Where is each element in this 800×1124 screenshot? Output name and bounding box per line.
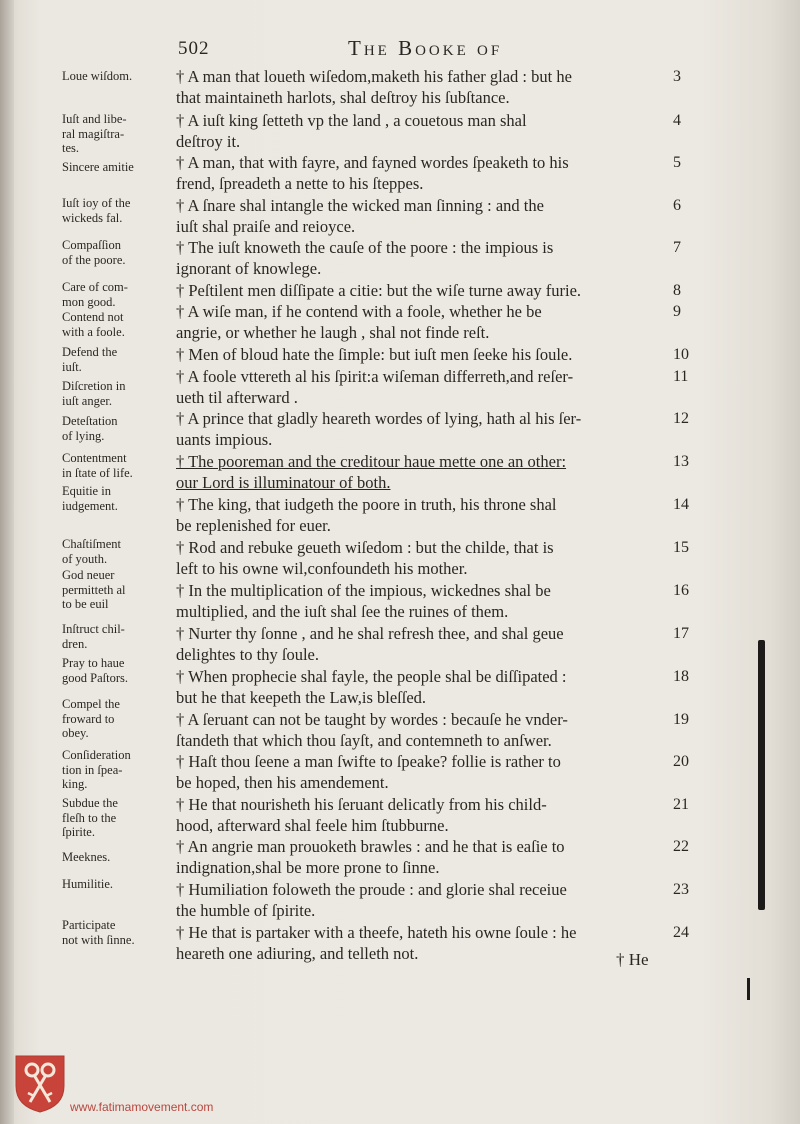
verse-line: † Peſtilent men diſſipate a citie: but the wiſe turne away furie. bbox=[176, 281, 582, 300]
gloss-line: in ſtate of life. bbox=[62, 465, 133, 480]
verse bbox=[176, 366, 696, 408]
gloss-line: Conſideration bbox=[62, 748, 131, 762]
verse-line: ignorant of knowlege. bbox=[176, 259, 322, 278]
verse-line: † He that nourisheth his ſeruant delicatly from his child- bbox=[176, 795, 547, 814]
gloss-line: Compel the bbox=[62, 697, 120, 711]
verse-line: † Haſt thou ſeene a man ſwifte to ſpeake? follie is rather to bbox=[176, 752, 561, 771]
gloss-line: Care of com- bbox=[62, 280, 128, 294]
gloss-line: Contentment bbox=[62, 451, 127, 465]
verse bbox=[176, 751, 696, 793]
verse-line: heareth one adiuring, and telleth not. bbox=[176, 944, 419, 963]
gloss-line: king. bbox=[62, 777, 88, 791]
verse-number: 24 bbox=[673, 924, 689, 941]
verse bbox=[176, 623, 696, 665]
verse-line: † He that is partaker with a theefe, hateth his owne ſoule : he bbox=[176, 923, 577, 942]
verse-line: † An angrie man prouoketh brawles : and he that is eaſie to bbox=[176, 837, 565, 856]
margin-gloss bbox=[62, 568, 174, 612]
verse-line: hood, afterward shal feele him ſtubburne. bbox=[176, 816, 449, 835]
gloss-line: to be euil bbox=[62, 597, 109, 611]
margin-gloss bbox=[62, 918, 174, 947]
gloss-line: with a foole. bbox=[62, 324, 125, 339]
verse-line: † Rod and rebuke geueth wiſedom : but the childe, that is bbox=[176, 538, 554, 557]
verse-number: 22 bbox=[673, 838, 689, 855]
verse-number: 21 bbox=[673, 796, 689, 813]
verse-line: † The iuſt knoweth the cauſe of the poore : the impious is bbox=[176, 238, 554, 257]
margin-gloss bbox=[62, 345, 174, 374]
papal-keys-logo-icon bbox=[12, 1052, 68, 1114]
verse-line: our Lord is illuminatour of both. bbox=[176, 473, 391, 492]
verse-number: 10 bbox=[673, 346, 689, 363]
verse-line: † A man that loueth wiſedom,maketh his father glad : but he bbox=[176, 67, 572, 86]
gloss-line: Loue wiſdom. bbox=[62, 69, 133, 83]
running-title: The Booke of bbox=[348, 36, 503, 60]
verse-line: † A iuſt king ſetteth vp the land , a couetous man shal bbox=[176, 111, 527, 130]
verse-number: 11 bbox=[673, 368, 689, 385]
verse-line: † When prophecie shal fayle, the people shal be diſſipated : bbox=[176, 667, 567, 686]
margin-gloss bbox=[62, 238, 174, 267]
verse-number: 5 bbox=[673, 154, 681, 171]
verse-line: † Humiliation foloweth the proude : and glorie shal receiue bbox=[176, 880, 567, 899]
gloss-line: Deteſtation bbox=[62, 414, 118, 428]
verse-line: left to his owne wil,confoundeth his mother. bbox=[176, 559, 468, 578]
verse bbox=[176, 494, 696, 536]
page-edge-mark bbox=[747, 978, 750, 1000]
page-edge-mark bbox=[758, 640, 765, 910]
verse-line: the humble of ſpirite. bbox=[176, 901, 316, 920]
verse-number: 18 bbox=[673, 668, 689, 685]
watermark-url[interactable]: www.fatimamovement.com bbox=[70, 1100, 214, 1114]
margin-gloss bbox=[62, 451, 174, 480]
verse-line: indignation,shal be more prone to ſinne. bbox=[176, 858, 440, 877]
verse-line: † A wiſe man, if he contend with a foole, whether he be bbox=[176, 302, 542, 321]
catchword: † He bbox=[616, 950, 649, 969]
verse-number: 17 bbox=[673, 625, 689, 642]
margin-gloss bbox=[62, 69, 174, 84]
gloss-line: Sincere amitie bbox=[62, 160, 134, 174]
verse-line: † Men of bloud hate the ſimple: but iuſt men ſeeke his ſoule. bbox=[176, 345, 573, 364]
page-gutter-shadow bbox=[0, 0, 14, 1124]
verse-line: delightes to thy ſoule. bbox=[176, 645, 319, 664]
verse bbox=[176, 580, 696, 622]
verse-line: † A foole vttereth al his ſpirit:a wiſeman differreth,and reſer- bbox=[176, 367, 574, 386]
verse-number: 6 bbox=[673, 197, 681, 214]
verse bbox=[176, 66, 696, 108]
margin-gloss bbox=[62, 484, 174, 513]
verse-line: be replenished for euer. bbox=[176, 516, 331, 535]
gloss-line: God neuer bbox=[62, 568, 115, 582]
verse-number: 7 bbox=[673, 239, 681, 256]
margin-gloss bbox=[62, 796, 174, 840]
gloss-line: good Paſtors. bbox=[62, 670, 128, 685]
verse-line: uants impious. bbox=[176, 430, 273, 449]
gloss-line: Subdue the bbox=[62, 796, 118, 810]
verse-number: 16 bbox=[673, 582, 689, 599]
verse bbox=[176, 836, 696, 878]
verse-line: † A ſeruant can not be taught by wordes : becauſe he vnder- bbox=[176, 710, 568, 729]
verse-line: but he that keepeth the Law,is bleſſed. bbox=[176, 688, 427, 707]
verse-number: 23 bbox=[673, 881, 689, 898]
gloss-line: Pray to haue bbox=[62, 656, 125, 670]
gloss-line: of youth. bbox=[62, 551, 108, 566]
margin-gloss bbox=[62, 379, 174, 408]
verse bbox=[176, 794, 696, 836]
gloss-line: Participate bbox=[62, 918, 116, 932]
gloss-line: not with ſinne. bbox=[62, 932, 135, 947]
verse bbox=[176, 344, 696, 365]
margin-gloss bbox=[62, 280, 174, 309]
gloss-line: Compaſſion bbox=[62, 238, 122, 252]
verse-line: iuſt shal praiſe and reioyce. bbox=[176, 217, 356, 236]
verse-line: multiplied, and the iuſt shal ſee the ruines of them. bbox=[176, 602, 509, 621]
verse-line: † The pooreman and the creditour haue mette one an other: bbox=[176, 452, 567, 471]
verse-line: † Nurter thy ſonne , and he shal refresh thee, and shal geue bbox=[176, 624, 564, 643]
margin-gloss bbox=[62, 877, 174, 892]
gloss-line: Contend not bbox=[62, 310, 124, 324]
verse bbox=[176, 110, 696, 152]
margin-gloss bbox=[62, 697, 174, 741]
verse bbox=[176, 709, 696, 751]
page-number: 502 bbox=[178, 38, 210, 59]
gloss-line: iudgement. bbox=[62, 498, 118, 513]
verse bbox=[176, 408, 696, 450]
gloss-line: ſpirite. bbox=[62, 825, 95, 839]
verse bbox=[176, 280, 696, 301]
gloss-line: Equitie in bbox=[62, 484, 111, 498]
verse bbox=[176, 195, 696, 237]
verse-number: 15 bbox=[673, 539, 689, 556]
gloss-line: of lying. bbox=[62, 428, 105, 443]
verse-line: † In the multiplication of the impious, wickednes shal be bbox=[176, 581, 551, 600]
gloss-line: obey. bbox=[62, 726, 89, 740]
gloss-line: Meeknes. bbox=[62, 850, 111, 864]
verse-line: † A prince that gladly heareth wordes of lying, hath al his ſer- bbox=[176, 409, 582, 428]
gloss-line: Iuſt ioy of the bbox=[62, 196, 131, 210]
gloss-line: Iuſt and libe- bbox=[62, 112, 127, 126]
verse-line: deſtroy it. bbox=[176, 132, 241, 151]
verse bbox=[176, 237, 696, 279]
gloss-line: of the poore. bbox=[62, 252, 126, 267]
gloss-line: iuſt anger. bbox=[62, 393, 112, 408]
margin-gloss bbox=[62, 622, 174, 651]
verse-number: 20 bbox=[673, 753, 689, 770]
gloss-line: mon good. bbox=[62, 294, 116, 309]
margin-gloss bbox=[62, 850, 174, 865]
gloss-line: froward to bbox=[62, 711, 115, 726]
verse bbox=[176, 666, 696, 708]
verse-line: frend, ſpreadeth a nette to his ſteppes. bbox=[176, 174, 424, 193]
margin-gloss bbox=[62, 537, 174, 566]
verse-number: 4 bbox=[673, 112, 681, 129]
verse-line: ueth til afterward . bbox=[176, 388, 298, 407]
margin-gloss bbox=[62, 310, 174, 339]
verse-number: 13 bbox=[673, 453, 689, 470]
verse-line: ſtandeth that which thou ſayſt, and contemneth to anſwer. bbox=[176, 731, 552, 750]
verse-number: 14 bbox=[673, 496, 689, 513]
gloss-line: dren. bbox=[62, 636, 88, 651]
gloss-line: iuſt. bbox=[62, 359, 82, 374]
page-header bbox=[178, 38, 678, 64]
gloss-line: ral magiſtra- bbox=[62, 126, 125, 141]
margin-gloss bbox=[62, 414, 174, 443]
verse-line: † The king, that iudgeth the poore in truth, his throne shal bbox=[176, 495, 557, 514]
verse-line: † A ſnare shal intangle the wicked man ſinning : and the bbox=[176, 196, 544, 215]
margin-gloss bbox=[62, 748, 174, 792]
gloss-line: Diſcretion in bbox=[62, 379, 126, 393]
gloss-line: fleſh to the bbox=[62, 810, 117, 825]
verse-number: 12 bbox=[673, 410, 689, 427]
gloss-line: tes. bbox=[62, 141, 80, 155]
gloss-line: Chaſtiſment bbox=[62, 537, 122, 551]
verse-line: † A man, that with fayre, and fayned wordes ſpeaketh to his bbox=[176, 153, 569, 172]
verse-line: angrie, or whether he laugh , shal not finde reſt. bbox=[176, 323, 490, 342]
verse bbox=[176, 152, 696, 194]
verse bbox=[176, 451, 696, 493]
margin-gloss bbox=[62, 656, 174, 685]
verse-number: 3 bbox=[673, 68, 681, 85]
verse-number: 9 bbox=[673, 303, 681, 320]
verse-number: 8 bbox=[673, 282, 681, 299]
verse-line: that maintaineth harlots, shal deſtroy his ſubſtance. bbox=[176, 88, 510, 107]
verse bbox=[176, 301, 696, 343]
margin-gloss bbox=[62, 112, 174, 156]
verse-number: 19 bbox=[673, 711, 689, 728]
gloss-line: Inſtruct chil- bbox=[62, 622, 125, 636]
gloss-line: wickeds fal. bbox=[62, 210, 123, 225]
verse bbox=[176, 879, 696, 921]
margin-gloss bbox=[62, 196, 174, 225]
gloss-line: Defend the bbox=[62, 345, 118, 359]
verse-line: be hoped, then his amendement. bbox=[176, 773, 389, 792]
gloss-line: permitteth al bbox=[62, 582, 126, 597]
verse bbox=[176, 537, 696, 579]
gloss-line: Humilitie. bbox=[62, 877, 114, 891]
margin-gloss bbox=[62, 160, 174, 175]
gloss-line: tion in ſpea- bbox=[62, 762, 123, 777]
